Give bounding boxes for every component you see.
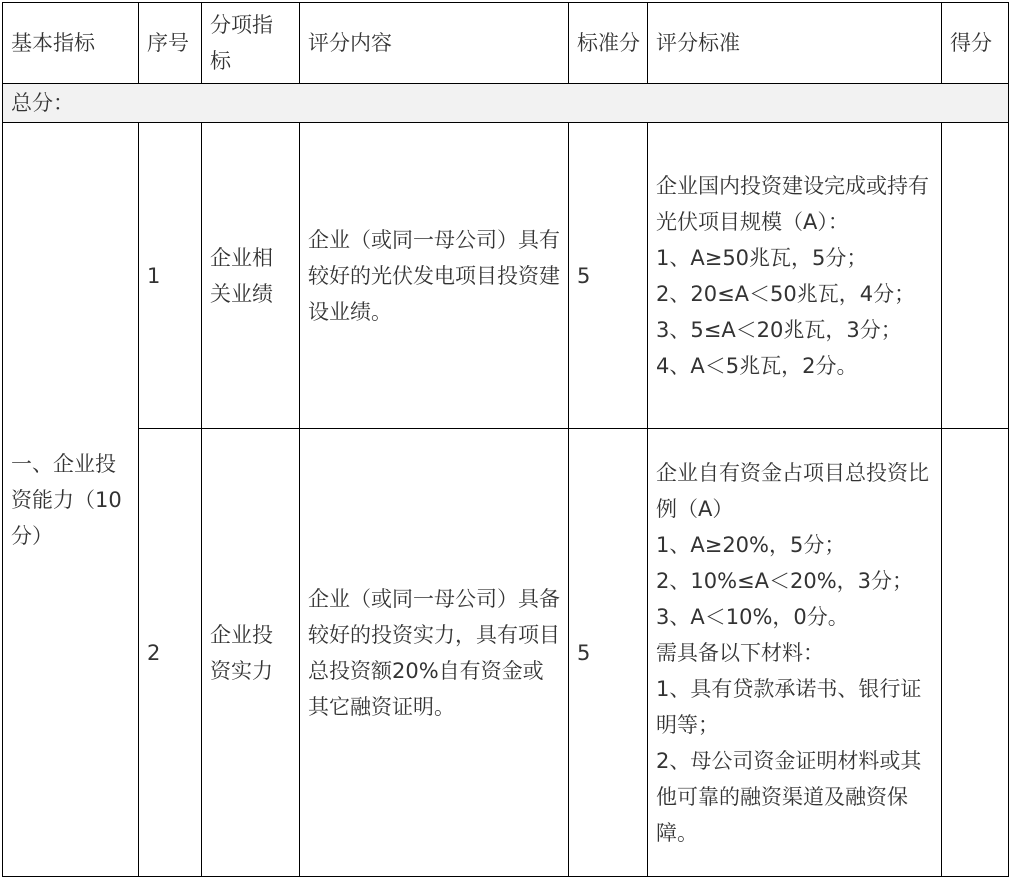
group-label: 一、企业投资能力（10分） [3,123,139,877]
header-score: 得分 [942,3,1009,84]
row-criteria: 企业国内投资建设完成或持有光伏项目规模（A）： 1、A≥50兆瓦，5分； 2、20≤A＜50兆瓦，4分； 3、5≤A＜20兆瓦，3分； 4、A＜5兆瓦，2分。 [648,123,942,429]
row-score [942,429,1009,877]
table-row [3,123,1009,429]
row-standard-score: 5 [569,123,648,429]
row-content: 企业（或同一母公司）具有较好的光伏发电项目投资建设业绩。 [300,123,569,429]
header-seq: 序号 [139,3,202,84]
header-sub-indicator: 分项指标 [202,3,300,84]
row-standard-score: 5 [569,429,648,877]
row-sub-indicator: 企业相关业绩 [202,123,300,429]
scoring-table [2,2,1009,877]
row-sub-indicator: 企业投资实力 [202,429,300,877]
header-criteria: 评分标准 [648,3,942,84]
total-label: 总分： [3,84,1009,123]
row-criteria: 企业自有资金占项目总投资比例（A） 1、A≥20%，5分； 2、10%≤A＜20%，3分； 3、A＜10%，0分。 需具备以下材料： 1、具有贷款承诺书、银行证明等； 2、母公司资金证明材料或其他可靠的融资渠道及融资保障。 [648,429,942,877]
row-content: 企业（或同一母公司）具备较好的投资实力，具有项目总投资额20%自有资金或其它融资证明。 [300,429,569,877]
row-seq: 2 [139,429,202,877]
total-row [3,84,1009,123]
row-seq: 1 [139,123,202,429]
table-row [3,429,1009,877]
header-content: 评分内容 [300,3,569,84]
header-standard-score: 标准分 [569,3,648,84]
header-row [3,3,1009,84]
header-basic-indicator: 基本指标 [3,3,139,84]
row-score [942,123,1009,429]
